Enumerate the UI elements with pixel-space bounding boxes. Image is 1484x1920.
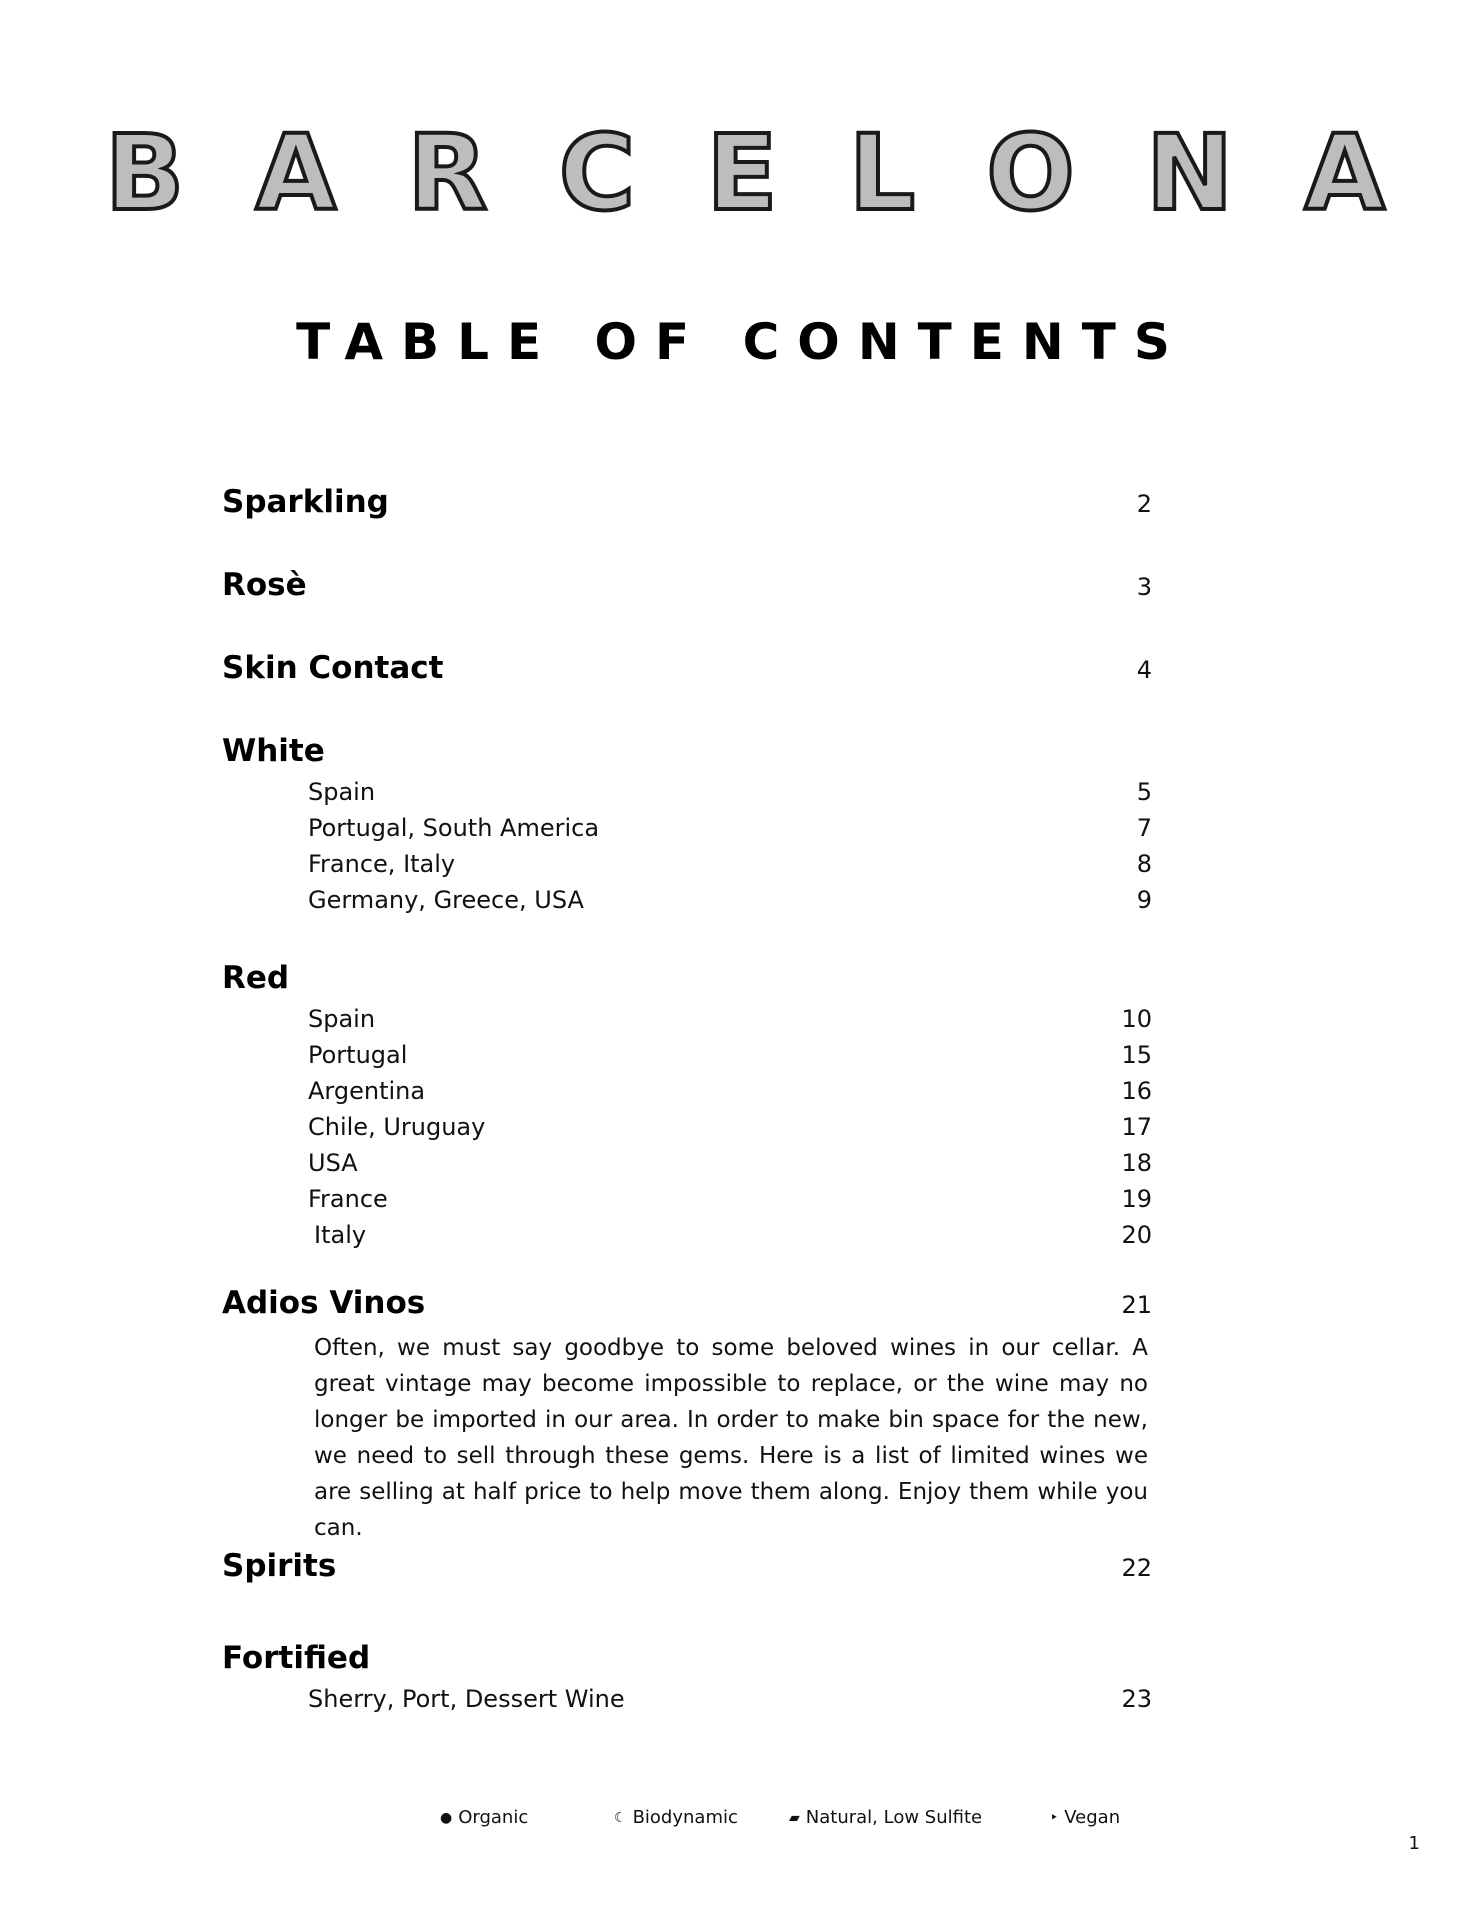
toc-item-red-france[interactable]: France: [308, 1185, 388, 1213]
toc-page-number: 22: [1121, 1554, 1152, 1582]
logo-letter: B: [105, 112, 185, 234]
barcelona-logo: [105, 112, 1385, 234]
toc-page-number: 20: [1121, 1221, 1152, 1249]
legend-vegan: [1050, 1806, 1120, 1830]
toc-page-number: 9: [1136, 886, 1152, 914]
page-title: TABLE OF CONTENTS: [296, 313, 1188, 371]
logo-letter: E: [706, 112, 778, 234]
toc-page-number: 2: [1136, 490, 1152, 518]
toc-heading-red: Red: [222, 960, 290, 996]
toc-item-red-usa[interactable]: USA: [308, 1149, 358, 1177]
toc-item-white-portugal[interactable]: Portugal, South America: [308, 814, 600, 842]
logo-letter: A: [1304, 112, 1385, 234]
toc-item-red-spain[interactable]: Spain: [308, 1005, 376, 1033]
moon-icon: ☾: [614, 1810, 627, 1826]
triangle-icon: ‣: [1050, 1810, 1059, 1826]
page-number: 1: [1408, 1833, 1420, 1854]
legend-organic: [440, 1806, 528, 1830]
toc-heading-sparkling[interactable]: Sparkling: [222, 484, 389, 520]
legend-label: Organic: [458, 1807, 529, 1828]
toc-page-number: 10: [1121, 1005, 1152, 1033]
toc-heading-skin-contact[interactable]: Skin Contact: [222, 650, 444, 686]
toc-item-red-argentina[interactable]: Argentina: [308, 1077, 426, 1105]
toc-page-number: 19: [1121, 1185, 1152, 1213]
toc-page-number: 17: [1121, 1113, 1152, 1141]
legend-label: Natural, Low Sulfite: [805, 1807, 983, 1828]
toc-page-number: 21: [1121, 1291, 1152, 1319]
toc-heading-fortified: Fortified: [222, 1640, 371, 1676]
logo-letter: N: [1146, 112, 1234, 234]
logo-letter: O: [986, 112, 1075, 234]
legend-label: Vegan: [1064, 1807, 1121, 1828]
logo-letter: C: [558, 112, 636, 234]
toc-item-white-france[interactable]: France, Italy: [308, 850, 456, 878]
toc-heading-spirits[interactable]: Spirits: [222, 1548, 337, 1584]
toc-heading-rose[interactable]: Rosè: [222, 567, 307, 603]
toc-page-number: 4: [1136, 656, 1152, 684]
toc-page-number: 5: [1136, 778, 1152, 806]
legend-biodynamic: [614, 1806, 738, 1830]
adios-vinos-description: Often, we must say goodbye to some beloved wines in our cellar. A great vintage may become impossible to replace, or the wine may no longer be imported in our area. In order to make bin space for the new, we need to sell through these gems. Here is a list of limited wines we are selling at half price to help move them along. Enjoy them while you can.: [314, 1335, 1148, 1541]
legend-label: Biodynamic: [632, 1807, 738, 1828]
toc-item-white-spain[interactable]: Spain: [308, 778, 376, 806]
logo-letter: A: [255, 112, 337, 234]
logo-letter: R: [407, 112, 488, 234]
logo-letter: L: [848, 112, 916, 234]
toc-page-number: 16: [1121, 1077, 1152, 1105]
toc-page-number: 15: [1121, 1041, 1152, 1069]
toc-page-number: 8: [1136, 850, 1152, 878]
toc-page-number: 3: [1136, 573, 1152, 601]
legend-natural: [789, 1806, 982, 1830]
toc-heading-adios-vinos[interactable]: Adios Vinos: [222, 1285, 426, 1321]
toc-item-red-italy[interactable]: Italy: [314, 1221, 367, 1249]
toc-heading-white: White: [222, 733, 325, 769]
toc-page-number: 18: [1121, 1149, 1152, 1177]
toc-item-fortified-sherry[interactable]: Sherry, Port, Dessert Wine: [308, 1685, 625, 1713]
bullet-icon: ●: [440, 1810, 453, 1826]
leaf-icon: ▰: [789, 1810, 800, 1826]
toc-item-white-germany[interactable]: Germany, Greece, USA: [308, 886, 584, 914]
toc-page-number: 23: [1121, 1685, 1152, 1713]
toc-item-red-portugal[interactable]: Portugal: [308, 1041, 408, 1069]
toc-item-red-chile[interactable]: Chile, Uruguay: [308, 1113, 486, 1141]
toc-page-number: 7: [1136, 814, 1152, 842]
